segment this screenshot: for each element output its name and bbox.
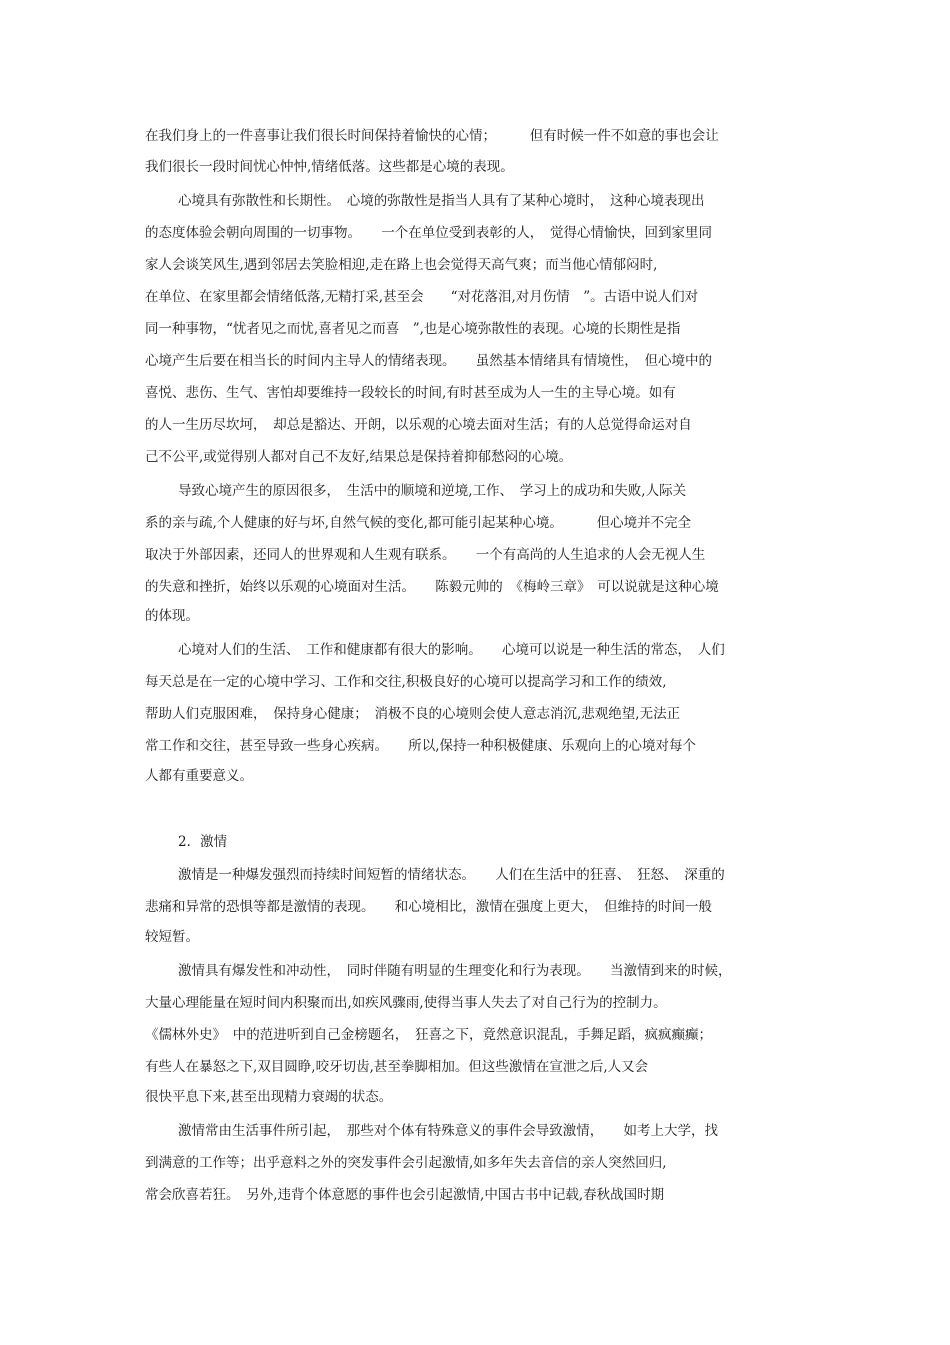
text-line: 常工作和交往，甚至导致一些身心疾病。 所以,保持一种积极健康、乐观向上的心境对每个 <box>145 738 697 754</box>
text-line: 《儒林外史》 中的范进听到自己金榜题名， 狂喜之下，竟然意识混乱，手舞足蹈，疯疯癫癫； <box>145 1027 712 1043</box>
text-line: 到满意的工作等；出乎意料之外的突发事件会引起激情,如多年失去音信的亲人突然回归, <box>145 1155 667 1171</box>
text-line: 常会欣喜若狂。 另外,违背个体意愿的事件也会引起激情,中国古书中记载,春秋战国时期 <box>145 1187 665 1203</box>
text-line: 每天总是在一定的心境中学习、工作和交往,积极良好的心境可以提高学习和工作的绩效, <box>145 674 667 690</box>
text-line: 大量心理能量在短时间内积聚而出,如疾风骤雨,使得当事人失去了对自己行为的控制力。 <box>145 995 667 1011</box>
text-line: 很快平息下来,甚至出现精力衰竭的状态。 <box>145 1089 393 1105</box>
text-line: 悲痛和异常的恐惧等都是激情的表现。 和心境相比，激情在强度上更大， 但维持的时间一般 <box>145 899 712 915</box>
paragraph-start: 激情具有爆发性和冲动性， 同时伴随有明显的生理变化和行为表现。 当激情到来的时候， <box>178 963 732 979</box>
text-line: 系的亲与疏,个人健康的好与坏,自然气候的变化,都可能引起某种心境。 但心境并不完全 <box>145 515 692 531</box>
text-line: 己不公平,或觉得别人都对自己不友好,结果总是保持着抑郁愁闷的心境。 <box>145 449 573 465</box>
text-line: 的体现。 <box>145 608 199 624</box>
text-line: 的失意和挫折，始终以乐观的心境面对生活。 陈毅元帅的 《梅岭三章》 可以说就是这种心境 <box>145 579 719 595</box>
paragraph-start: 导致心境产生的原因很多， 生活中的顺境和逆境,工作、 学习上的成功和失败,人际关 <box>178 483 687 499</box>
paragraph-start: 激情常由生活事件所引起， 那些对个体有特殊意义的事件会导致激情， 如考上大学，找 <box>178 1123 718 1139</box>
text-line: 人都有重要意义。 <box>145 768 253 784</box>
paragraph-start: 心境具有弥散性和长期性。 心境的弥散性是指当人具有了某种心境时， 这种心境表现出 <box>178 193 705 209</box>
paragraph-start: 心境对人们的生活、 工作和健康都有很大的影响。 心境可以说是一种生活的常态， 人们 <box>178 642 725 658</box>
text-line: 在单位、在家里都会情绪低落,无精打采,甚至会 “对花落泪,对月伤情 ”。古语中说人们对 <box>145 289 699 305</box>
text-line: 的人一生历尽坎坷， 却总是豁达、开朗，以乐观的心境去面对生活；有的人总觉得命运对自 <box>145 417 692 433</box>
text-line: 取决于外部因素，还同人的世界观和人生观有联系。 一个有高尚的人生追求的人会无视人生 <box>145 547 706 563</box>
text-line: 同一种事物，“忧者见之而忧,喜者见之而喜 ”,也是心境弥散性的表现。心境的长期性是指 <box>145 321 681 337</box>
text-line: 有些人在暴怒之下,双目圆睁,咬牙切齿,甚至拳脚相加。但这些激情在宣泄之后,人又会 <box>145 1059 649 1075</box>
section-heading: 2．激情 <box>178 834 228 850</box>
text-line: 帮助人们克服困难， 保持身心健康； 消极不良的心境则会使人意志消沉,悲观绝望,无法正 <box>145 706 681 722</box>
paragraph-start: 激情是一种爆发强烈而持续时间短暂的情绪状态。 人们在生活中的狂喜、 狂怒、 深重的 <box>178 867 725 883</box>
text-line: 较短暂。 <box>145 929 199 945</box>
text-line: 家人会谈笑风生,遇到邻居去笑脸相迎,走在路上也会觉得天高气爽；而当他心情郁闷时, <box>145 257 658 273</box>
text-line: 喜悦、悲伤、生气、害怕却要维持一段较长的时间,有时甚至成为人一生的主导心境。如有 <box>145 385 676 401</box>
text-line: 我们很长一段时间忧心忡忡,情绪低落。这些都是心境的表现。 <box>145 159 514 175</box>
text-line: 在我们身上的一件喜事让我们很长时间保持着愉快的心情； 但有时候一件不如意的事也会让 <box>145 128 719 144</box>
text-line: 的态度体验会朝向周围的一切事物。 一个在单位受到表彰的人， 觉得心情愉快，回到家里同 <box>145 225 712 241</box>
text-line: 心境产生后要在相当长的时间内主导人的情绪表现。 虽然基本情绪具有情境性， 但心境中的 <box>145 353 712 369</box>
